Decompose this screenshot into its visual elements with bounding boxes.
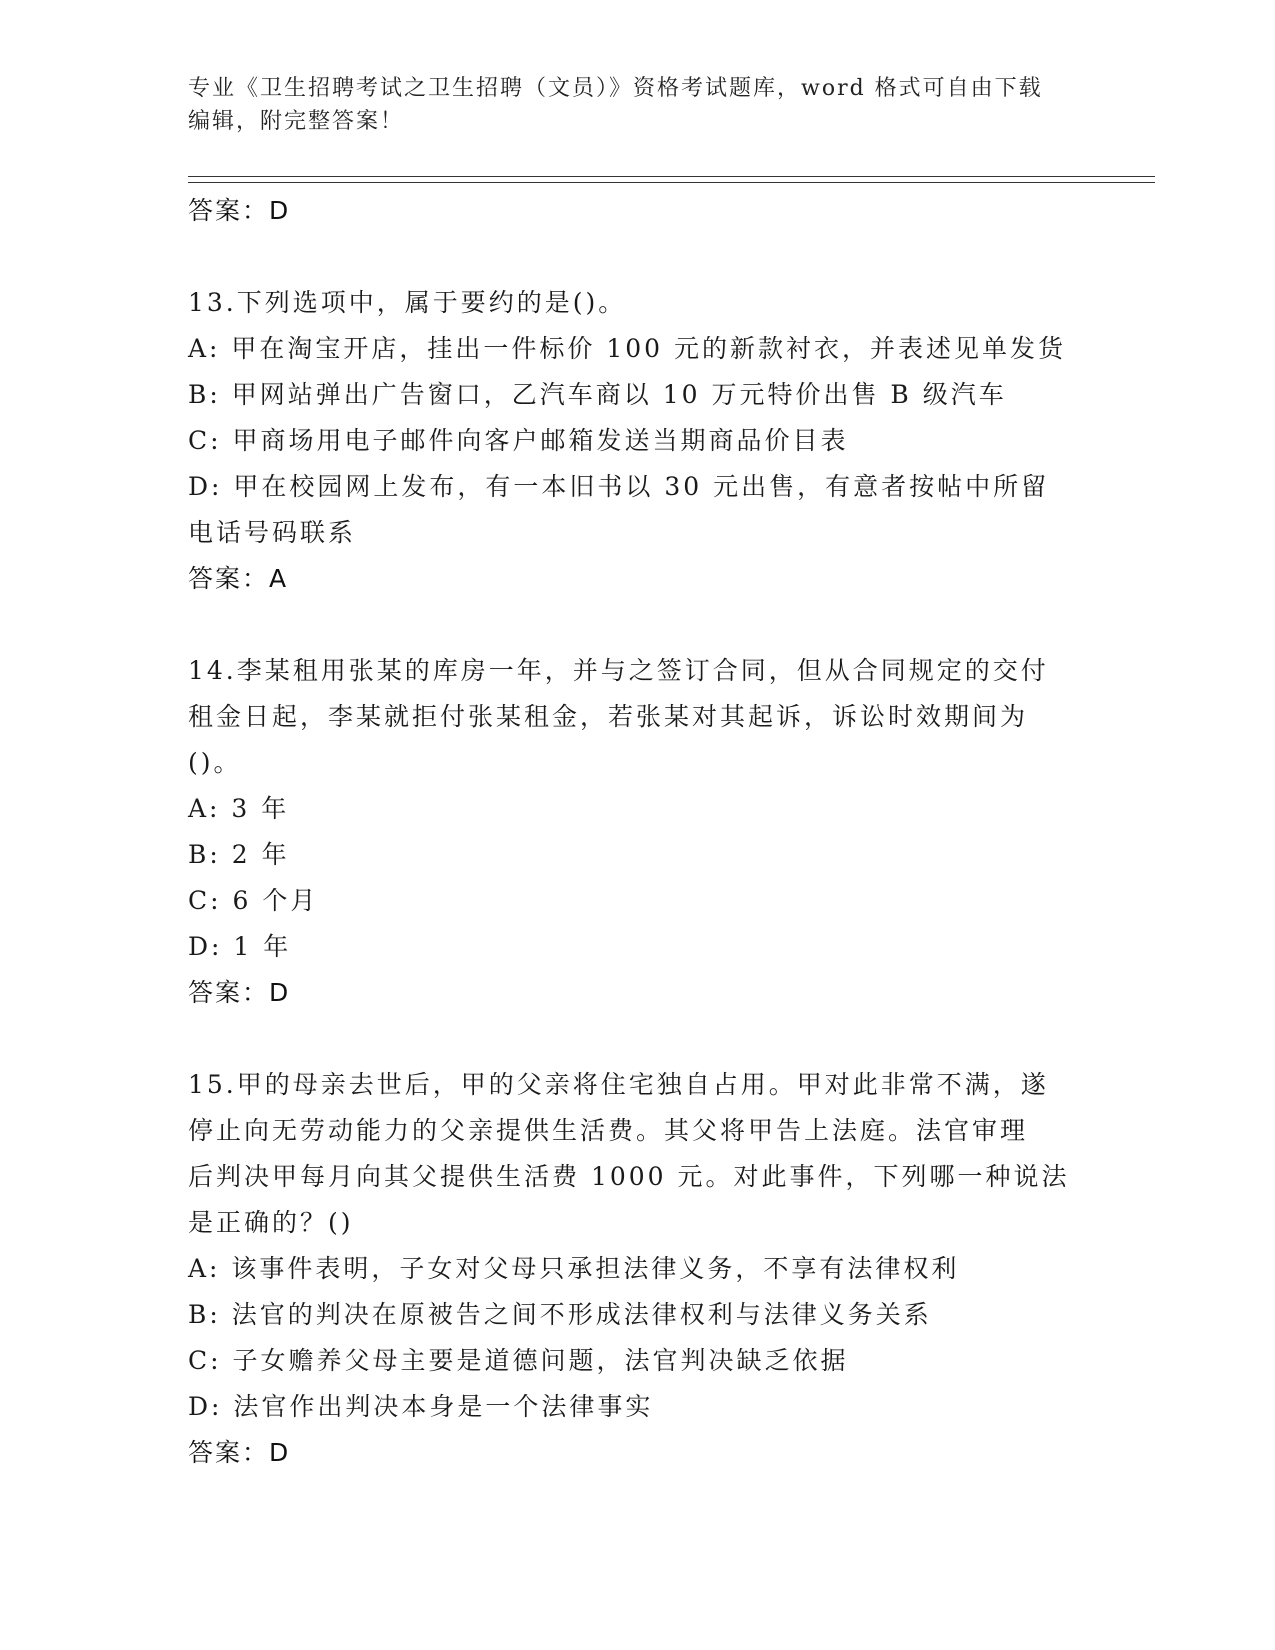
option-c: C: 子女赡养父母主要是道德问题，法官判决缺乏依据 — [188, 1346, 849, 1375]
option-b: B: 2 年 — [188, 840, 290, 869]
document-header — [188, 72, 1068, 138]
question-13 — [188, 280, 1088, 602]
spacer — [188, 1016, 1088, 1062]
question-text-line: 14.李某租用张某的库房一年，并与之签订合同，但从合同规定的交付 — [188, 656, 1049, 685]
question-text-line: 租金日起，李某就拒付张某租金，若张某对其起诉，诉讼时效期间为 — [188, 702, 1029, 731]
question-text-line: 是正确的？() — [188, 1208, 354, 1237]
question-14 — [188, 648, 1088, 1016]
answer-14: 答案：D — [188, 978, 291, 1007]
header-divider-top — [188, 176, 1155, 177]
document-body — [188, 188, 1088, 1476]
question-text-line: 后判决甲每月向其父提供生活费 1000 元。对此事件，下列哪一种说法 — [188, 1162, 1070, 1191]
spacer — [188, 602, 1088, 648]
header-line-1: 专业《卫生招聘考试之卫生招聘（文员）》资格考试题库，word 格式可自由下载 — [188, 76, 1043, 101]
question-text-line: 停止向无劳动能力的父亲提供生活费。其父将甲告上法庭。法官审理 — [188, 1116, 1029, 1145]
question-text-line: 15.甲的母亲去世后，甲的父亲将住宅独自占用。甲对此非常不满，遂 — [188, 1070, 1049, 1099]
question-text-line: 13.下列选项中，属于要约的是()。 — [188, 288, 627, 317]
option-d: D: 甲在校园网上发布，有一本旧书以 30 元出售，有意者按帖中所留 — [188, 472, 1050, 501]
spacer — [188, 234, 1088, 280]
answer-13: 答案：A — [188, 564, 289, 593]
option-d: D: 法官作出判决本身是一个法律事实 — [188, 1392, 654, 1421]
option-a: A: 该事件表明，子女对父母只承担法律义务，不享有法律权利 — [188, 1254, 960, 1283]
header-line-2: 编辑，附完整答案！ — [188, 109, 405, 134]
answer-15: 答案：D — [188, 1438, 291, 1467]
option-a: A: 甲在淘宝开店，挂出一件标价 100 元的新款衬衣，并表述见单发货 — [188, 334, 1067, 363]
header-divider-bottom — [188, 182, 1155, 183]
question-text-line: ()。 — [188, 748, 242, 777]
option-a: A: 3 年 — [188, 794, 290, 823]
option-b: B: 法官的判决在原被告之间不形成法律权利与法律义务关系 — [188, 1300, 932, 1329]
option-b: B: 甲网站弹出广告窗口，乙汽车商以 10 万元特价出售 B 级汽车 — [188, 380, 1007, 409]
option-d: D: 1 年 — [188, 932, 292, 961]
previous-answer: 答案：D — [188, 196, 291, 225]
option-d-continued: 电话号码联系 — [188, 518, 357, 547]
option-c: C: 甲商场用电子邮件向客户邮箱发送当期商品价目表 — [188, 426, 849, 455]
option-c: C: 6 个月 — [188, 886, 319, 915]
question-15 — [188, 1062, 1088, 1476]
